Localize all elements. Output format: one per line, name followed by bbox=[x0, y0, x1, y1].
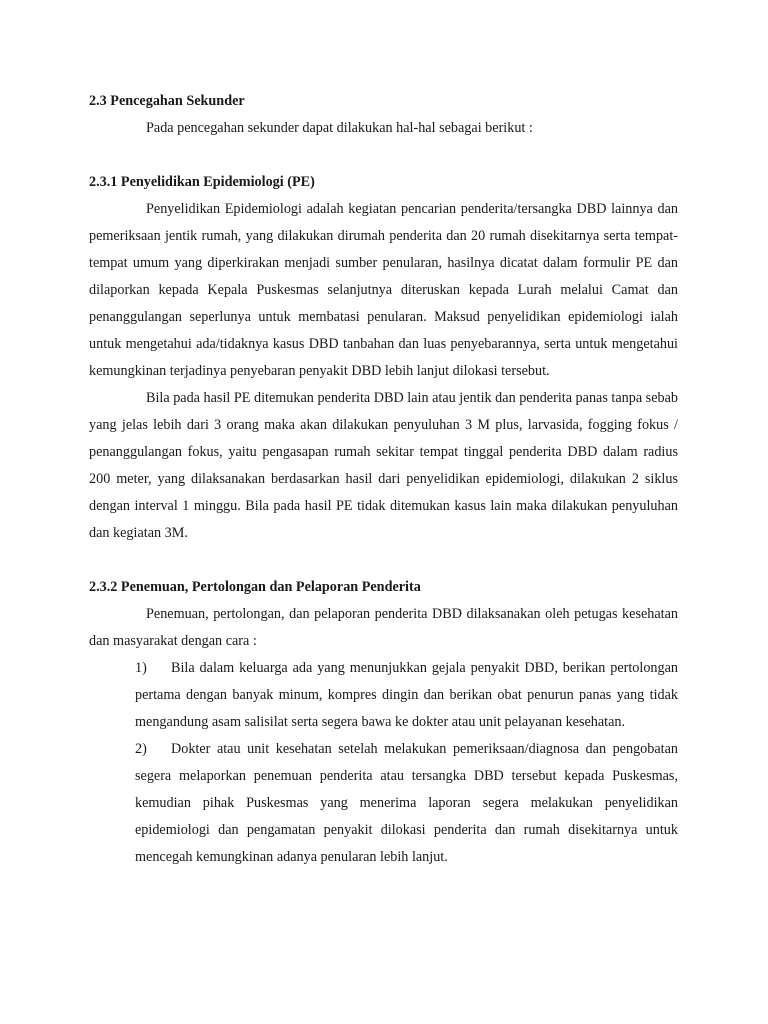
list-item bbox=[89, 655, 678, 736]
section-heading-2-3: 2.3 Pencegahan Sekunder bbox=[89, 93, 245, 109]
section-heading-2-3-1: 2.3.1 Penyelidikan Epidemiologi (PE) bbox=[89, 174, 315, 190]
section-2-3-1-paragraph-2: Bila pada hasil PE ditemukan penderita DBD lain atau jentik dan penderita panas tanpa sebab yang jelas lebih dari 3 orang maka akan dilakukan penyuluhan 3 M plus, larvasida, fogging fokus / penanggulangan fokus, yaitu pengasapan rumah sekitar tempat tinggal penderita DBD dalam radius 200 meter, yang dilaksanakan berdasarkan hasil dari penyelidikan epidemiologi, dilakukan 2 siklus dengan interval 1 minggu. Bila pada hasil PE tidak ditemukan kasus lain maka dilakukan penyuluhan dan kegiatan 3M. bbox=[89, 390, 678, 541]
list-item-number: 1) bbox=[135, 660, 147, 676]
section-2-3-1-paragraph-1: Penyelidikan Epidemiologi adalah kegiatan pencarian penderita/tersangka DBD lainnya dan pemeriksaan jentik rumah, yang dilakukan dirumah penderita dan 20 rumah disekitarnya serta tempat-tempat umum yang diperkirakan menjadi sumber penularan, hasilnya dicatat dalam formulir PE dan dilaporkan kepada Kepala Puskesmas selanjutnya diteruskan kepada Lurah melalui Camat dan penanggulangan seperlunya untuk membatasi penularan. Maksud penyelidikan epidemiologi ialah untuk mengetahui ada/tidaknya kasus DBD tanbahan dan luas penyebarannya, serta untuk mengetahui kemungkinan terjadinya penyebaran penyakit DBD lebih lanjut dilokasi tersebut. bbox=[89, 201, 678, 379]
section-2-3-intro: Pada pencegahan sekunder dapat dilakukan hal-hal sebagai berikut : bbox=[146, 120, 533, 136]
list-item-text: Dokter atau unit kesehatan setelah melakukan pemeriksaan/diagnosa dan pengobatan segera melaporkan penemuan penderita atau tersangka DBD tersebut kepada Puskesmas, kemudian pihak Puskesmas yang menerima laporan segera melakukan penyelidikan epidemiologi dan pengamatan penyakit dilokasi penderita dan rumah disekitarnya untuk mencegah kemungkinan adanya penularan lebih lanjut. bbox=[135, 741, 678, 865]
document-body bbox=[89, 88, 678, 871]
section-heading-2-3-2: 2.3.2 Penemuan, Pertolongan dan Pelaporan Penderita bbox=[89, 579, 421, 595]
list-item-number: 2) bbox=[135, 741, 147, 757]
section-2-3-2-intro: Penemuan, pertolongan, dan pelaporan penderita DBD dilaksanakan oleh petugas kesehatan dan masyarakat dengan cara : bbox=[89, 606, 678, 649]
spacer bbox=[89, 547, 678, 574]
spacer bbox=[89, 142, 678, 169]
list-item bbox=[89, 736, 678, 871]
procedure-list bbox=[89, 655, 678, 871]
list-item-text: Bila dalam keluarga ada yang menunjukkan gejala penyakit DBD, berikan pertolongan pertama dengan banyak minum, kompres dingin dan berikan obat penurun panas yang tidak mengandung asam salisilat serta segera bawa ke dokter atau unit pelayanan kesehatan. bbox=[135, 660, 678, 730]
